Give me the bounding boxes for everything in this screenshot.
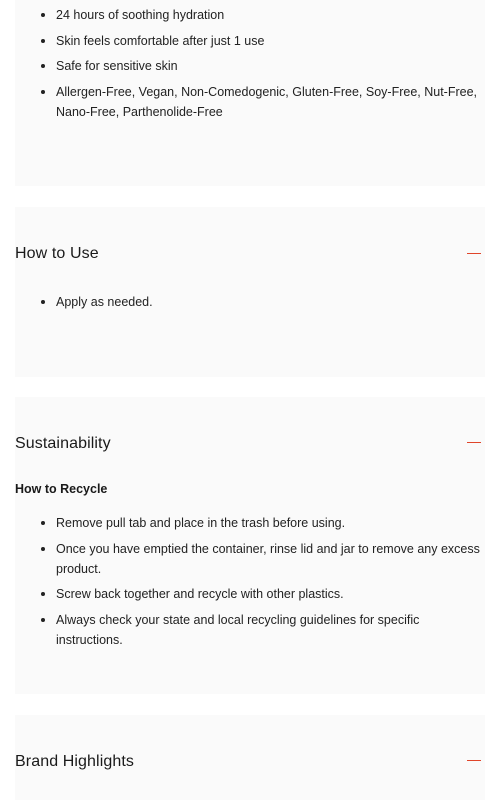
- brand-highlights-section: [15, 715, 485, 800]
- sustainability-title[interactable]: Sustainability: [15, 435, 111, 452]
- list-item: Safe for sensitive skin: [56, 56, 485, 76]
- list-item: Apply as needed.: [56, 292, 485, 312]
- recycle-list: [15, 513, 485, 655]
- minus-icon[interactable]: [467, 755, 481, 767]
- list-item: Always check your state and local recycling guidelines for specific instructions.: [56, 610, 485, 650]
- how-to-use-section: [15, 207, 485, 377]
- how-to-use-title[interactable]: How to Use: [15, 245, 99, 262]
- brand-highlights-title[interactable]: Brand Highlights: [15, 753, 134, 770]
- sustainability-section: [15, 397, 485, 694]
- minus-icon[interactable]: [467, 248, 481, 260]
- list-item: Once you have emptied the container, rinse lid and jar to remove any excess product.: [56, 539, 485, 579]
- benefits-panel: [15, 0, 485, 186]
- list-item: 24 hours of soothing hydration: [56, 5, 485, 25]
- benefits-list: [15, 5, 485, 127]
- minus-icon[interactable]: [467, 437, 481, 449]
- list-item: Skin feels comfortable after just 1 use: [56, 31, 485, 51]
- how-to-recycle-subtitle: How to Recycle: [15, 482, 108, 496]
- how-to-use-list: [15, 292, 485, 318]
- list-item: Screw back together and recycle with other plastics.: [56, 584, 485, 604]
- list-item: Remove pull tab and place in the trash before using.: [56, 513, 485, 533]
- list-item: Allergen-Free, Vegan, Non-Comedogenic, Gluten-Free, Soy-Free, Nut-Free, Nano-Free, Parthenolide-Free: [56, 82, 485, 122]
